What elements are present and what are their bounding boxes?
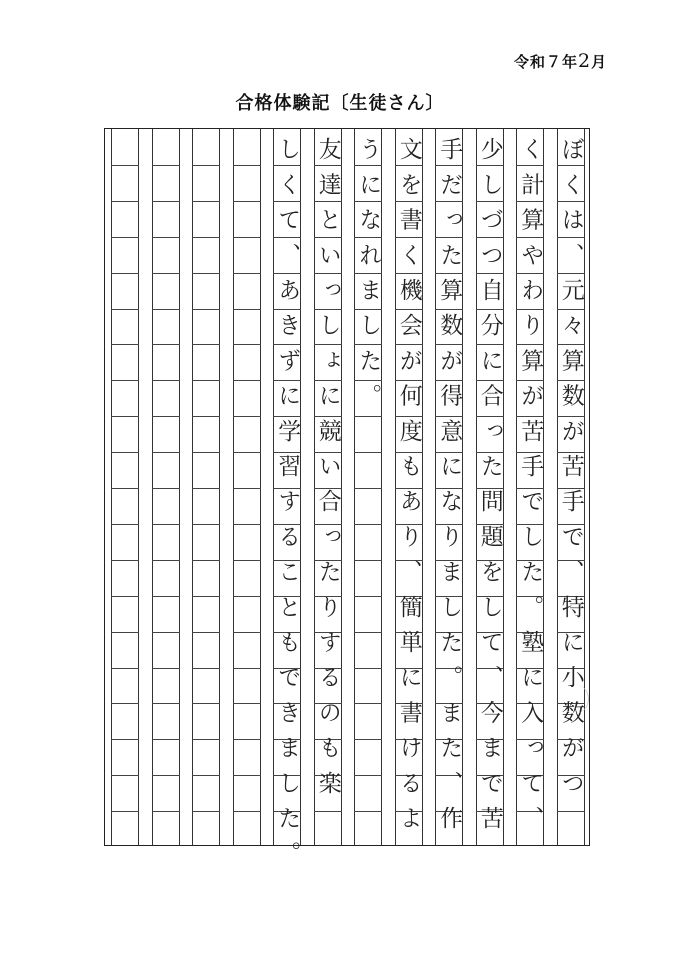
essay-line: 手だった算数が得意になりました。また、作 — [436, 137, 463, 841]
essay-line: 文を書く機会が何度もあり、簡単に書けるよ — [395, 137, 422, 841]
essay-line: 友達といっしょに競い合ったりするのも楽 — [314, 137, 341, 806]
date-line — [514, 50, 624, 72]
genkou-writing-sheet — [104, 128, 590, 877]
essay-line: 少しづつ自分に合った問題をして、今まで苦 — [476, 137, 503, 841]
essay-line: うになれました。 — [355, 137, 382, 419]
date-suffix: 月 — [591, 53, 608, 71]
essay-text-area — [105, 129, 589, 877]
essay-line: ぼくは、元々算数が苦手で、特に小数がつ — [557, 137, 584, 806]
essay-line: しくて、あきずに学習することもできました。 — [274, 137, 301, 877]
date-month-handwritten: 2 — [578, 50, 592, 72]
date-prefix: 令和７年 — [514, 53, 579, 71]
page-title: 合格体験記〔生徒さん〕 — [235, 93, 445, 114]
essay-line: く計算やわり算が苦手でした。塾に入って、 — [517, 137, 544, 841]
